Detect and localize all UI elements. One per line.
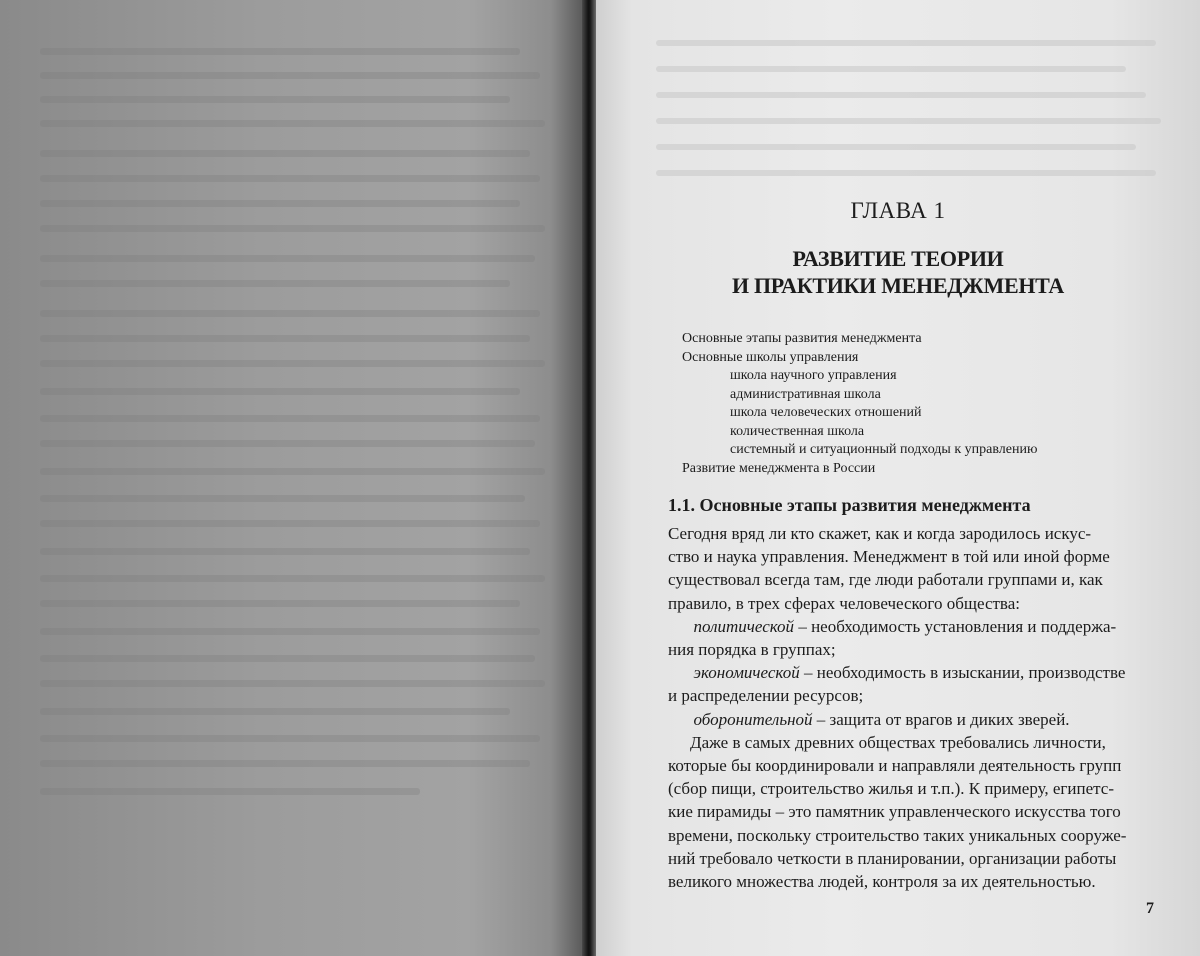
book-spine bbox=[582, 0, 596, 956]
faded-text-line bbox=[40, 520, 540, 527]
faded-text-line bbox=[40, 468, 545, 475]
bleed-through-line bbox=[656, 66, 1126, 72]
text-line: (сбор пищи, строительство жилья и т.п.). К примеру, египетс- bbox=[668, 779, 1114, 799]
faded-text-line bbox=[40, 548, 530, 555]
toc-item: Развитие менеджмента в России bbox=[682, 460, 876, 476]
left-page bbox=[0, 0, 586, 956]
faded-text-line bbox=[40, 575, 545, 582]
faded-text-line bbox=[40, 48, 520, 55]
text-line: кие пирамиды – это памятник управленческого искусства того bbox=[668, 802, 1121, 822]
bleed-through-line bbox=[656, 92, 1146, 98]
faded-text-line bbox=[40, 310, 540, 317]
faded-text-line bbox=[40, 96, 510, 103]
faded-text-line bbox=[40, 388, 520, 395]
text-line bbox=[668, 661, 1154, 684]
bleed-through-line bbox=[656, 40, 1156, 46]
text-line bbox=[668, 615, 1154, 638]
section-heading: 1.1. Основные этапы развития менеджмента bbox=[668, 495, 1031, 515]
toc-subitem: количественная школа bbox=[730, 423, 865, 439]
faded-text-line bbox=[40, 225, 545, 232]
faded-text-line bbox=[40, 735, 540, 742]
faded-text-line bbox=[40, 150, 530, 157]
right-page bbox=[596, 0, 1200, 956]
faded-text-line bbox=[40, 120, 545, 127]
text-line: времени, поскольку строительство таких уникальных сооруже- bbox=[668, 825, 1127, 845]
faded-text-line bbox=[40, 655, 535, 662]
faded-text-line bbox=[40, 788, 420, 795]
text-run: – защита от врагов и диких зверей. bbox=[812, 709, 1070, 729]
faded-text-line bbox=[40, 760, 530, 767]
chapter-title-line-2: И ПРАКТИКИ МЕНЕДЖМЕНТА bbox=[731, 273, 1065, 298]
text-line: правило, в трех сферах человеческого общества: bbox=[668, 593, 1020, 613]
faded-text-line bbox=[40, 255, 535, 262]
text-line: которые бы координировали и направляли деятельность групп bbox=[668, 756, 1122, 776]
text-line: и распределении ресурсов; bbox=[668, 686, 864, 706]
faded-text-line bbox=[40, 600, 520, 607]
toc-item: Основные школы управления bbox=[682, 349, 859, 365]
text-line: ний требовало четкости в планировании, организации работы bbox=[668, 848, 1117, 868]
text-line: ство и наука управления. Менеджмент в той или иной форме bbox=[668, 547, 1110, 567]
italic-term: оборонительной bbox=[693, 709, 813, 729]
toc-item: Основные этапы развития менеджмента bbox=[682, 331, 922, 346]
text-run: – необходимость в изыскании, производстве bbox=[799, 663, 1126, 683]
text-line: великого множества людей, контроля за их деятельностью. bbox=[668, 872, 1096, 892]
toc-subitem: школа научного управления bbox=[730, 368, 897, 383]
bleed-through-line bbox=[656, 118, 1161, 124]
faded-text-line bbox=[40, 200, 520, 207]
bleed-through-line bbox=[656, 170, 1156, 176]
faded-text-line bbox=[40, 415, 540, 422]
chapter-title-line-1: РАЗВИТИЕ ТЕОРИИ bbox=[792, 246, 1004, 271]
faded-text-line bbox=[40, 495, 525, 502]
toc-subitem: системный и ситуационный подходы к управлению bbox=[730, 442, 1038, 457]
faded-text-line bbox=[40, 280, 510, 287]
italic-term: политической bbox=[693, 616, 795, 636]
text-run: – необходимость установления и поддержа- bbox=[794, 616, 1117, 636]
italic-term: экономической bbox=[693, 663, 800, 683]
faded-text-line bbox=[40, 680, 545, 687]
faded-text-line bbox=[40, 708, 510, 715]
toc-subitem: школа человеческих отношений bbox=[730, 405, 922, 420]
text-line: Даже в самых древних обществах требовались личности, bbox=[690, 732, 1106, 752]
text-line: существовал всегда там, где люди работали группами и, как bbox=[668, 570, 1103, 590]
faded-text-line bbox=[40, 72, 540, 79]
faded-text-line bbox=[40, 335, 530, 342]
text-line bbox=[668, 708, 1154, 731]
text-line: ния порядка в группах; bbox=[668, 640, 836, 660]
faded-text-line bbox=[40, 440, 535, 447]
bleed-through-line bbox=[656, 144, 1136, 150]
toc-subitem: административная школа bbox=[730, 386, 881, 402]
faded-text-line bbox=[40, 175, 540, 182]
faded-text-line bbox=[40, 360, 545, 367]
page-number: 7 bbox=[1146, 900, 1154, 917]
chapter-contents-list bbox=[682, 330, 1037, 478]
chapter-label: ГЛАВА 1 bbox=[850, 198, 946, 223]
body-paragraph bbox=[668, 522, 1154, 893]
faded-text-line bbox=[40, 628, 540, 635]
text-line: Сегодня вряд ли кто скажет, как и когда зародилось искус- bbox=[668, 524, 1092, 543]
